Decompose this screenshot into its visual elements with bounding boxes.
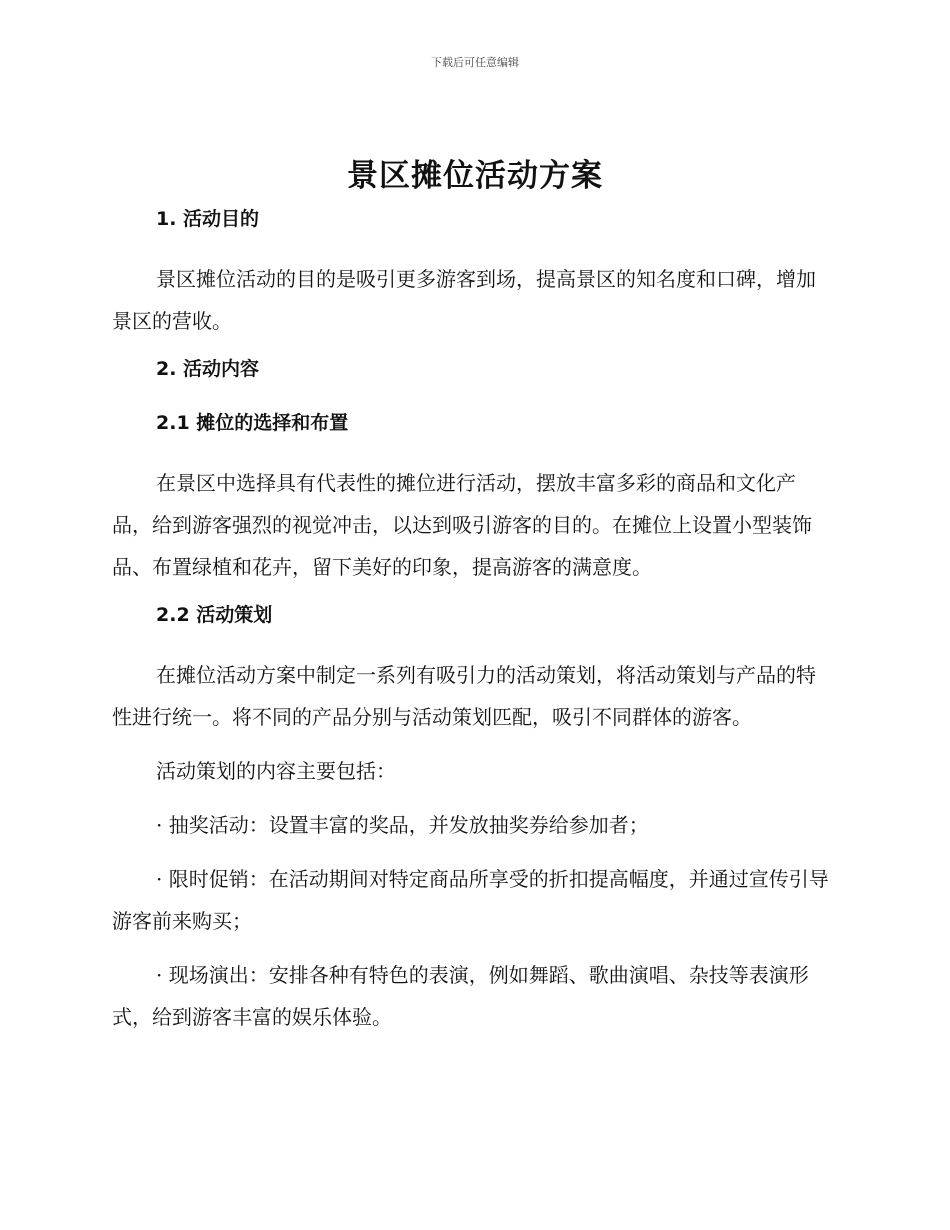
section-2-2-heading: 2.2 活动策划 [156, 604, 273, 626]
section-1-heading: 1. 活动目的 [156, 208, 260, 230]
bullet-performance: · 现场演出：安排各种有特色的表演，例如舞蹈、歌曲演唱、杂技等表演形式，给到游客丰富的娱乐体验。 [112, 963, 809, 1029]
header-note: 下载后可任意编辑 [431, 56, 519, 69]
document-title: 景区摊位活动方案 [347, 158, 603, 194]
section-1-paragraph: 景区摊位活动的目的是吸引更多游客到场，提高景区的知名度和口碑，增加景区的营收。 [112, 267, 816, 333]
document-body [112, 204, 834, 1050]
section-2-1-heading: 2.1 摊位的选择和布置 [156, 412, 349, 434]
section-2-2-paragraph: 在摊位活动方案中制定一系列有吸引力的活动策划，将活动策划与产品的特性进行统一。将不同的产品分别与活动策划匹配，吸引不同群体的游客。 [112, 663, 816, 729]
section-2-heading: 2. 活动内容 [156, 358, 260, 380]
section-2-1-paragraph: 在景区中选择具有代表性的摊位进行活动，摆放丰富多彩的商品和文化产品，给到游客强烈的视觉冲击，以达到吸引游客的目的。在摊位上设置小型装饰品、布置绿植和花卉，留下美好的印象，提高游客的满意度。 [112, 471, 812, 579]
bullet-lottery: · 抽奖活动：设置丰富的奖品，并发放抽奖券给参加者； [156, 813, 649, 837]
bullet-promotion: · 限时促销：在活动期间对特定商品所享受的折扣提高幅度，并通过宣传引导游客前来购买； [112, 867, 829, 933]
section-2-2-intro: 活动策划的内容主要包括： [156, 759, 396, 783]
